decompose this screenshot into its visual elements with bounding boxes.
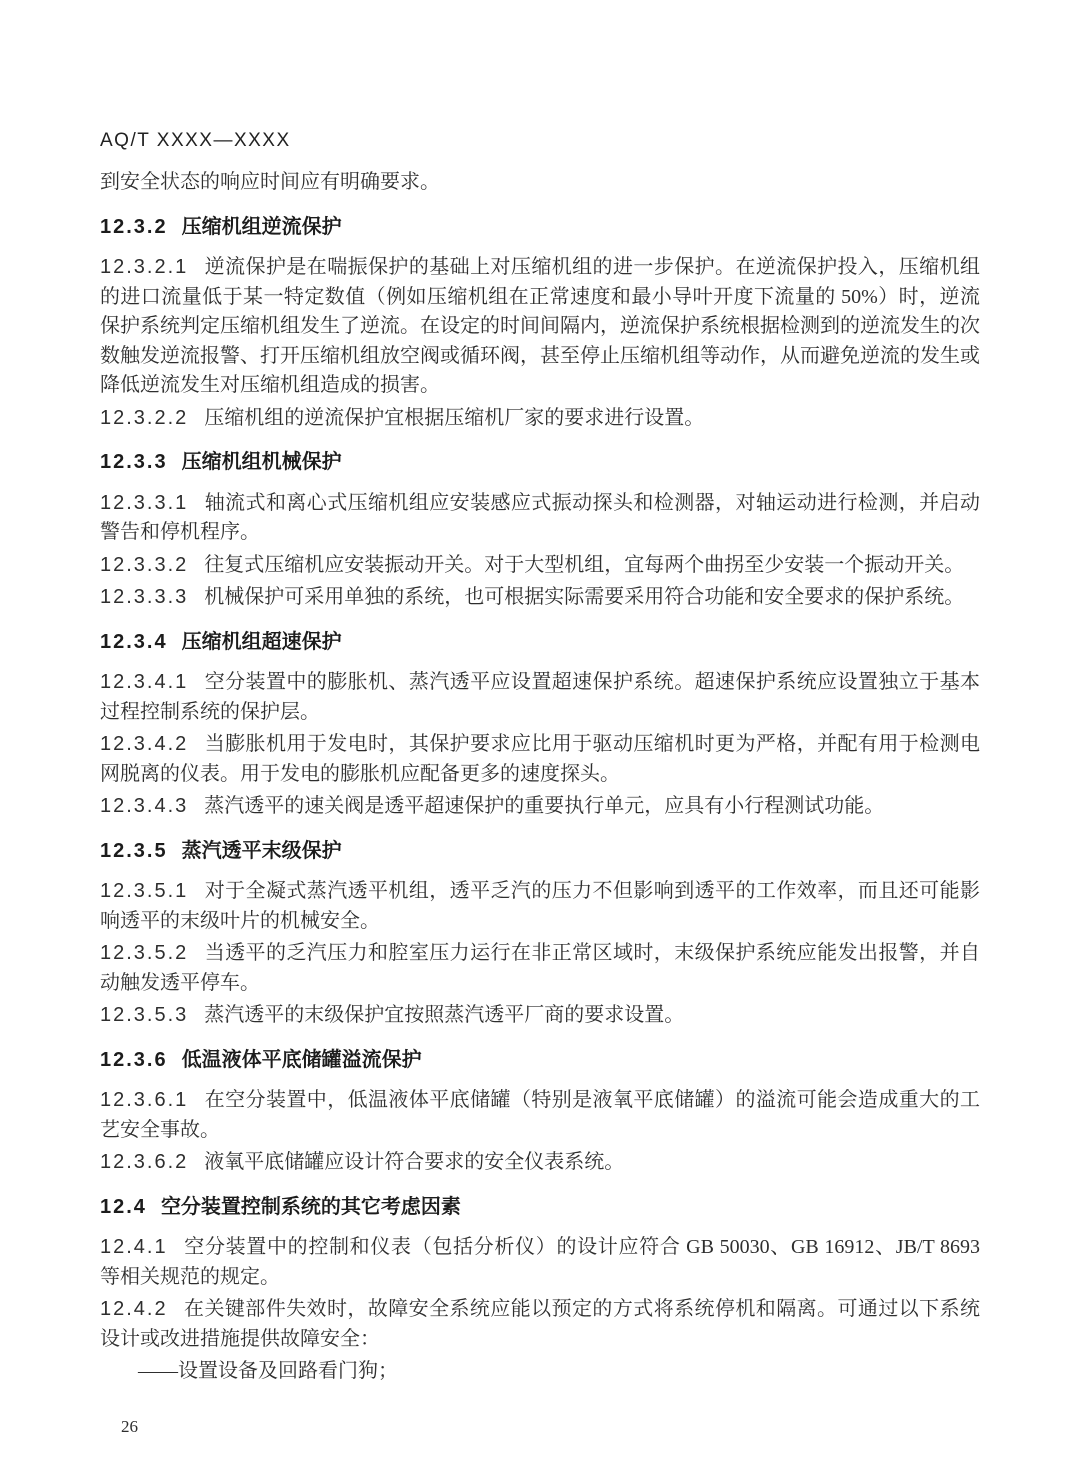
clause-number: 12.3.3.1 — [100, 491, 189, 514]
section-title: 蒸汽透平末级保护 — [181, 839, 342, 862]
dash-list-text: ——设置设备及回路看门狗； — [138, 1360, 398, 1382]
clause-text: 空分装置中的控制和仪表（包括分析仪）的设计应符合 GB 50030、GB 16912、JB/T 8693 等相关规范的规定。 — [100, 1236, 980, 1288]
clause-number: 12.3.2.2 — [100, 406, 189, 429]
section-title: 空分装置控制系统的其它考虑因素 — [160, 1195, 461, 1218]
clause-text: 逆流保护是在喘振保护的基础上对压缩机组的进一步保护。在逆流保护投入，压缩机组的进口流量低于某一特定数值（例如压缩机组在正常速度和最小导叶开度下流量的 50%）时，逆流保护系统判定压缩机组发生了逆流。在设定的时间间隔内，逆流保护系统根据检测到的逆流发生的次数触发逆流报警、打开压缩机组放空阀或循环阀，甚至停止压缩机组等动作，从而避免逆流的发生或降低逆流发生对压缩机组造成的损害。 — [100, 256, 980, 396]
clause-text: 机械保护可采用单独的系统，也可根据实际需要采用符合功能和安全要求的保护系统。 — [204, 586, 965, 608]
clause-text: 在空分装置中，低温液体平底储罐（特别是液氧平底储罐）的溢流可能会造成重大的工艺安全事故。 — [100, 1089, 980, 1141]
body-paragraph — [100, 168, 980, 198]
clause-number: 12.3.3.3 — [100, 586, 189, 608]
page-number: 26 — [121, 1416, 138, 1436]
section-title: 压缩机组机械保护 — [181, 451, 342, 473]
clause-text: 轴流式和离心式压缩机组应安装感应式振动探头和检测器，对轴运动进行检测，并启动警告和停机程序。 — [100, 491, 980, 543]
dash-list-item — [100, 1357, 980, 1387]
section-number: 12.3.6 — [100, 1048, 168, 1071]
clause-text: 压缩机组的逆流保护宜根据压缩机厂家的要求进行设置。 — [204, 406, 705, 429]
clause-text: 对于全凝式蒸汽透平机组，透平乏汽的压力不但影响到透平的工作效率，而且还可能影响透平的末级叶片的机械安全。 — [100, 880, 980, 932]
section-title: 压缩机组逆流保护 — [181, 215, 342, 238]
clause-number: 12.3.6.2 — [100, 1151, 189, 1173]
clause-text: 当膨胀机用于发电时，其保护要求应比用于驱动压缩机时更为严格，并配有用于检测电网脱离的仪表。用于发电的膨胀机应配备更多的速度探头。 — [100, 733, 980, 785]
section-number: 12.3.2 — [100, 215, 168, 238]
clause-number: 12.3.5.2 — [100, 942, 189, 964]
section-heading — [100, 448, 980, 478]
clause-number: 12.4.1 — [100, 1236, 168, 1258]
clause-number: 12.3.4.3 — [100, 795, 189, 817]
clause-text: 空分装置中的膨胀机、蒸汽透平应设置超速保护系统。超速保护系统应设置独立于基本过程控制系统的保护层。 — [100, 671, 980, 723]
clause-number: 12.3.2.1 — [100, 256, 189, 278]
clause-number: 12.3.5.3 — [100, 1004, 189, 1026]
section-title: 压缩机组超速保护 — [181, 630, 342, 653]
clause-paragraph — [100, 1086, 980, 1145]
clause-paragraph — [100, 668, 980, 727]
section-number: 12.3.3 — [100, 451, 168, 473]
clause-text: 往复式压缩机应安装振动开关。对于大型机组，宜每两个曲拐至少安装一个振动开关。 — [204, 553, 965, 576]
clause-number: 12.3.4.2 — [100, 733, 189, 755]
clause-paragraph — [100, 551, 980, 581]
clause-number: 12.4.2 — [100, 1298, 168, 1320]
section-heading — [100, 837, 980, 867]
clause-number: 12.3.4.1 — [100, 671, 189, 693]
clause-paragraph — [100, 1295, 980, 1354]
clause-text: 当透平的乏汽压力和腔室压力运行在非正常区域时，末级保护系统应能发出报警，并自动触发透平停车。 — [100, 942, 980, 994]
section-heading — [100, 1046, 980, 1076]
clause-paragraph — [100, 404, 980, 434]
section-heading — [100, 628, 980, 658]
clause-paragraph — [100, 1233, 980, 1292]
clause-number: 12.3.5.1 — [100, 880, 189, 902]
clause-paragraph — [100, 877, 980, 936]
clause-number: 12.3.6.1 — [100, 1089, 189, 1111]
clause-number: 12.3.3.2 — [100, 553, 189, 576]
section-number: 12.3.5 — [100, 839, 168, 862]
clause-paragraph — [100, 730, 980, 789]
clause-paragraph — [100, 939, 980, 998]
clause-paragraph — [100, 583, 980, 613]
section-heading — [100, 1193, 980, 1223]
clause-text: 蒸汽透平的末级保护宜按照蒸汽透平厂商的要求设置。 — [204, 1004, 685, 1026]
clause-text: 液氧平底储罐应设计符合要求的安全仪表系统。 — [204, 1151, 625, 1173]
clause-text: 在关键部件失效时，故障安全系统应能以预定的方式将系统停机和隔离。可通过以下系统设计或改进措施提供故障安全： — [100, 1298, 980, 1350]
body-text: 到安全状态的响应时间应有明确要求。 — [100, 171, 440, 193]
section-heading — [100, 213, 980, 243]
section-number: 12.4 — [100, 1195, 147, 1218]
section-number: 12.3.4 — [100, 630, 168, 653]
clause-paragraph — [100, 792, 980, 822]
section-title: 低温液体平底储罐溢流保护 — [181, 1048, 422, 1071]
clause-text: 蒸汽透平的速关阀是透平超速保护的重要执行单元，应具有小行程测试功能。 — [204, 795, 885, 817]
clause-paragraph — [100, 1148, 980, 1178]
clause-paragraph — [100, 1001, 980, 1031]
clause-paragraph — [100, 489, 980, 548]
clause-paragraph — [100, 253, 980, 401]
document-header: AQ/T XXXX—XXXX — [100, 130, 291, 151]
